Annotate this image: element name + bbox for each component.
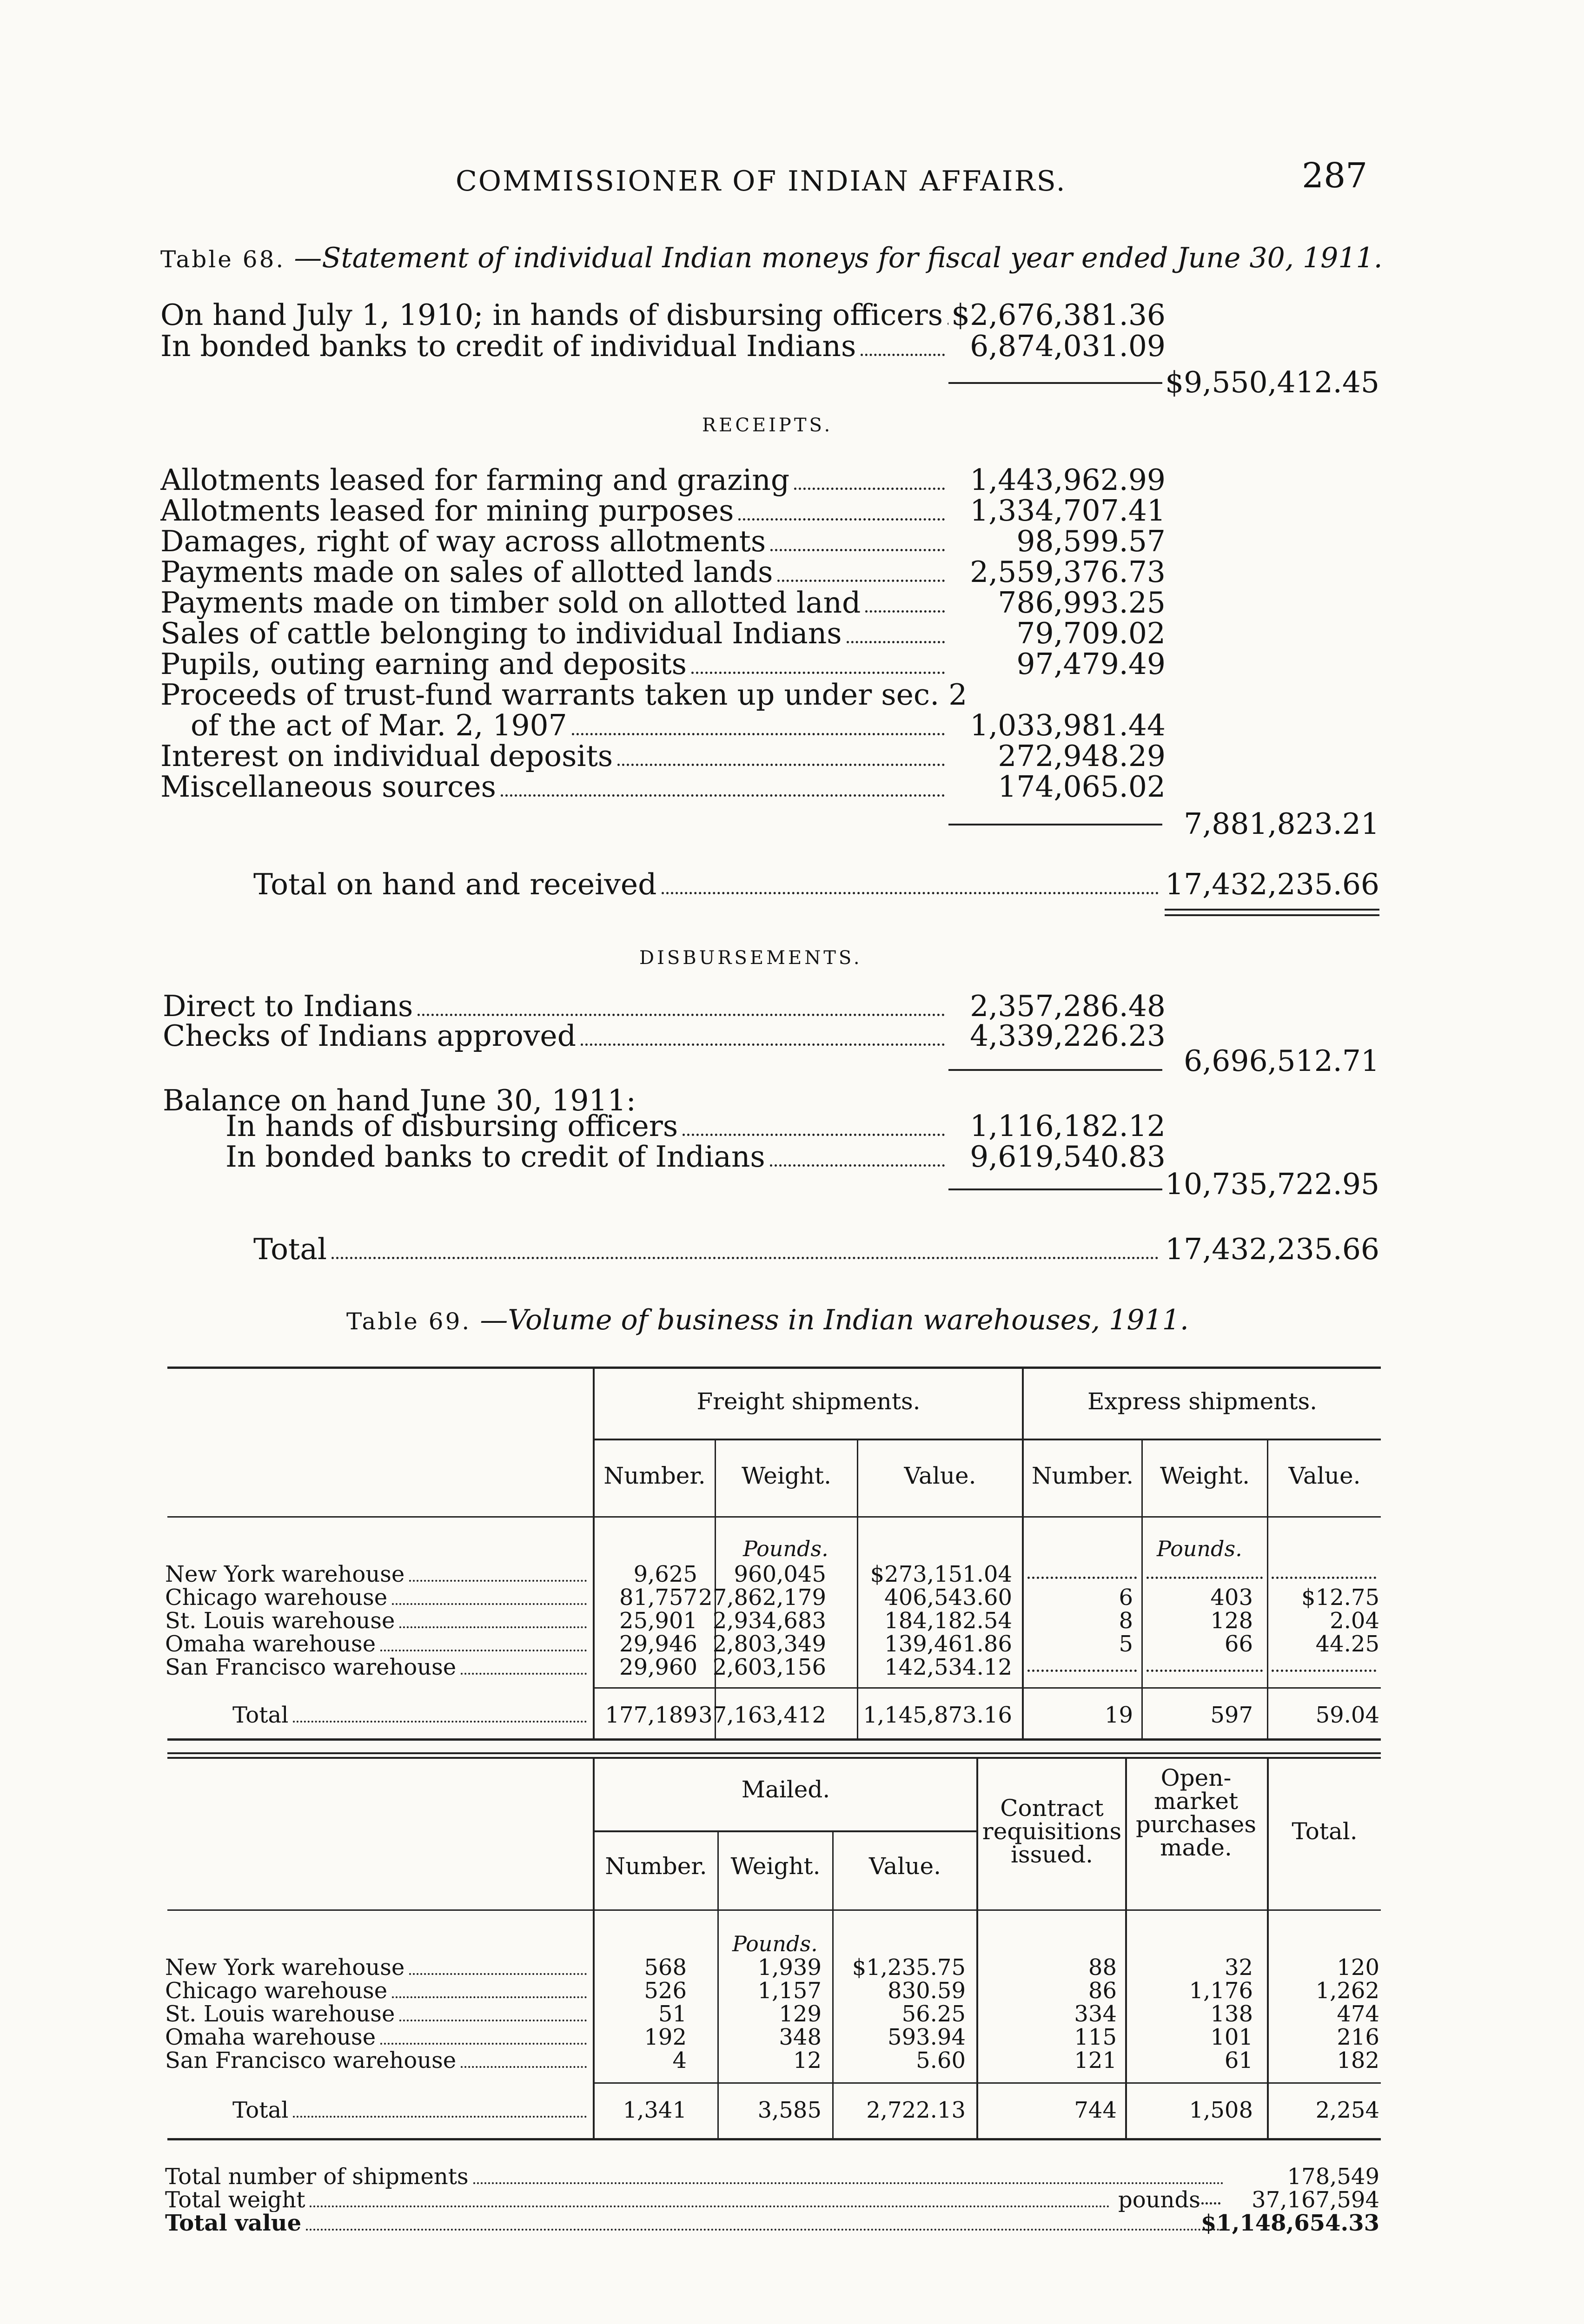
warehouse-name: St. Louis warehouse (165, 1609, 395, 1633)
receipt-item-amount: 272,948.29 (998, 739, 1166, 773)
warehouse-row (165, 1586, 590, 1610)
warehouse-row (165, 1979, 590, 2003)
express-number-cell-total: 19 (1104, 1702, 1133, 1728)
receipt-item-row (160, 772, 948, 803)
freight-pounds-unit: Pounds. (743, 1536, 828, 1561)
disbursements-total: 6,696,512.71 (1184, 1044, 1379, 1078)
receipt-item-amount: 1,443,962.99 (970, 463, 1166, 497)
summary-unit-dots (1197, 2202, 1220, 2205)
empty-cell-dots (1147, 1670, 1263, 1672)
express-weight-cell: 403 (1210, 1585, 1253, 1611)
contract-requisitions-cell-total: 744 (1074, 2097, 1117, 2123)
mailed-value-header: Value. (868, 1853, 941, 1880)
receipt-item-label: Payments made on timber sold on allotted land (160, 588, 861, 619)
total-label: Total (232, 2099, 289, 2122)
freight-value-cell: 139,461.86 (884, 1631, 1012, 1657)
table68-title (160, 242, 1383, 274)
receipt-item-amount: 1,033,981.44 (970, 708, 1166, 742)
receipt-item-amount: 97,479.49 (1016, 647, 1166, 681)
grand-total-amount: 17,432,235.66 (1165, 1232, 1379, 1266)
receipt-item-label: Damages, right of way across allotments (160, 526, 766, 558)
contract-requisitions-cell: 88 (1088, 1954, 1117, 1981)
row-total-cell: 120 (1337, 1954, 1379, 1981)
empty-cell-dots (1027, 1670, 1137, 1672)
row-total-cell-total: 2,254 (1315, 2097, 1379, 2123)
open-market-cell: 138 (1210, 2001, 1253, 2027)
receipt-item-row (160, 618, 948, 650)
express-number-cell: 6 (1119, 1585, 1133, 1611)
mailed-number-cell: 192 (644, 2024, 687, 2050)
disbursement-item-amount: 2,357,286.48 (970, 989, 1166, 1023)
mailed-value-cell: 593.94 (888, 2024, 966, 2050)
contract-requisitions-cell: 86 (1088, 1978, 1117, 2004)
express-number-cell: 5 (1119, 1631, 1133, 1657)
summary-label: Total number of shipments (165, 2165, 469, 2189)
mailed-number-cell: 526 (644, 1978, 687, 2004)
receipts-total: 7,881,823.21 (1184, 807, 1379, 841)
warehouse-row (165, 1656, 590, 1679)
warehouse-name: Omaha warehouse (165, 2026, 376, 2049)
balance-item-label: In bonded banks to credit of Indians (225, 1142, 765, 1173)
express-value-cell-total: 59.04 (1315, 1702, 1379, 1728)
freight-weight-cell: 960,045 (734, 1561, 826, 1587)
on-hand-item-row (160, 300, 948, 331)
freight-weight-cell: 2,934,683 (712, 1608, 826, 1634)
mailed-weight-cell: 129 (779, 2001, 822, 2027)
contract-requisitions-cell: 334 (1074, 2001, 1117, 2027)
warehouse-row (165, 2049, 590, 2073)
freight-number-cell: 25,901 (619, 1608, 697, 1634)
express-value-cell: 2.04 (1330, 1608, 1379, 1634)
disbursement-item-label: Checks of Indians approved (163, 1021, 577, 1052)
receipt-item-label: Allotments leased for farming and grazing (160, 465, 790, 496)
empty-cell-dots (1027, 1577, 1137, 1579)
total-column-header: Total. (1292, 1818, 1358, 1845)
on-hand-total: $9,550,412.45 (1165, 365, 1379, 399)
express-value-header: Value. (1288, 1462, 1361, 1489)
receipt-item-row (160, 557, 948, 588)
receipt-item-amount: 2,559,376.73 (970, 555, 1166, 589)
disbursements-heading: DISBURSEMENTS. (639, 947, 862, 969)
express-weight-cell: 128 (1210, 1608, 1253, 1634)
summary-row (165, 2212, 1227, 2235)
summary-unit: pounds (1118, 2187, 1200, 2213)
warehouse-name: Omaha warehouse (165, 1632, 376, 1656)
summary-row (165, 2165, 1227, 2189)
row-total-cell: 182 (1337, 2047, 1379, 2073)
running-header: COMMISSIONER OF INDIAN AFFAIRS. (456, 165, 1067, 198)
summary-label: Total value (165, 2212, 302, 2235)
empty-cell-dots (1272, 1577, 1376, 1579)
total-on-hand-received-amount: 17,432,235.66 (1165, 867, 1379, 901)
empty-cell-dots (1272, 1670, 1376, 1672)
on-hand-item-amount: 6,874,031.09 (970, 329, 1166, 363)
mailed-weight-cell: 1,157 (757, 1978, 822, 2004)
open-market-cell: 101 (1210, 2024, 1253, 2050)
freight-number-cell: 81,757 (619, 1585, 697, 1611)
open-market-cell: 1,176 (1189, 1978, 1253, 2004)
receipt-item-row (160, 465, 948, 496)
mailed-value-cell: 5.60 (916, 2047, 966, 2073)
receipt-item-label: Sales of cattle belonging to individual Indians (160, 618, 842, 650)
open-market-cell: 61 (1224, 2047, 1253, 2073)
receipt-item-amount: 98,599.57 (1016, 524, 1166, 558)
grand-total-row (253, 1234, 1162, 1266)
warehouse-row (165, 1609, 590, 1633)
receipt-item-row (160, 526, 948, 558)
express-number-header: Number. (1031, 1462, 1134, 1489)
receipt-item-amount: 786,993.25 (998, 586, 1166, 620)
mailed-number-cell: 51 (658, 2001, 687, 2027)
total-label: Total (232, 1703, 289, 1727)
disbursement-item-label: Direct to Indians (163, 991, 413, 1023)
receipt-item-row (160, 649, 948, 680)
receipt-item-label: Allotments leased for mining purposes (160, 495, 734, 527)
row-total-cell: 1,262 (1315, 1978, 1379, 2004)
mailed-value-cell: $1,235.75 (852, 1954, 966, 1981)
freight-number-cell: 29,960 (619, 1654, 697, 1680)
table68-label: Table 68. (160, 246, 285, 273)
receipt-item-row (160, 741, 948, 772)
balance-item-label: In hands of disbursing officers (225, 1111, 678, 1142)
mailed-value-cell-total: 2,722.13 (866, 2097, 966, 2123)
express-value-cell: 44.25 (1315, 1631, 1379, 1657)
freight-number-cell: 29,946 (619, 1631, 697, 1657)
express-weight-cell: 66 (1224, 1631, 1253, 1657)
on-hand-item-row (160, 331, 948, 363)
mailed-weight-cell: 348 (779, 2024, 822, 2050)
summary-amount: $1,148,654.33 (1200, 2210, 1379, 2236)
on-hand-item-amount: $2,676,381.36 (951, 298, 1166, 332)
contract-requisitions-cell: 121 (1074, 2047, 1117, 2073)
receipt-item-label: of the act of Mar. 2, 1907 (191, 710, 567, 742)
freight-number-header: Number. (603, 1462, 706, 1489)
balance-item-row (225, 1142, 948, 1173)
freight-value-cell: 406,543.60 (884, 1585, 1012, 1611)
freight-number-cell-total: 177,189 (605, 1702, 697, 1728)
receipt-item-label: Miscellaneous sources (160, 772, 496, 803)
on-hand-item-label: On hand July 1, 1910; in hands of disbursing officers (160, 300, 943, 331)
mailed-number-header: Number. (605, 1853, 707, 1880)
contract-requisitions-cell: 115 (1074, 2024, 1117, 2050)
table69-title (346, 1304, 1189, 1336)
warehouse-name: Chicago warehouse (165, 1979, 388, 2003)
receipt-item-label: Pupils, outing earning and deposits (160, 649, 687, 680)
freight-value-cell-total: 1,145,873.16 (863, 1702, 1012, 1728)
summary-row (165, 2188, 1113, 2212)
express-weight-cell-total: 597 (1210, 1702, 1253, 1728)
warehouse-row (165, 2026, 590, 2049)
balance-item-amount: 9,619,540.83 (970, 1140, 1166, 1174)
freight-value-header: Value. (904, 1462, 976, 1489)
warehouse-name: Chicago warehouse (165, 1586, 388, 1610)
receipt-item-row (160, 495, 948, 527)
total-row (232, 1703, 590, 1727)
freight-shipments-header: Freight shipments. (696, 1388, 921, 1415)
freight-value-cell: 184,182.54 (884, 1608, 1012, 1634)
receipt-item-amount: 174,065.02 (998, 770, 1166, 804)
balance-heading: Balance on hand June 30, 1911: (163, 1083, 636, 1117)
express-shipments-header: Express shipments. (1087, 1388, 1318, 1415)
table69-label: Table 69. (346, 1308, 471, 1335)
express-value-cell: $12.75 (1301, 1585, 1379, 1611)
receipt-item-label: Payments made on sales of allotted lands (160, 557, 773, 588)
total-row (232, 2099, 590, 2122)
summary-amount: 37,167,594 (1252, 2187, 1379, 2213)
total-on-hand-received-label: Total on hand and received (253, 869, 657, 901)
balance-item-amount: 1,116,182.12 (970, 1109, 1166, 1143)
row-total-cell: 216 (1337, 2024, 1379, 2050)
freight-value-cell: 142,534.12 (884, 1654, 1012, 1680)
grand-total-label: Total (253, 1234, 327, 1266)
open-market-cell: 32 (1224, 1954, 1253, 1981)
receipt-item-amount: 1,334,707.41 (970, 494, 1166, 528)
receipt-item-row (191, 710, 948, 742)
page-number: 287 (1302, 156, 1368, 196)
open-market-purchases-header: Open-market purchases made. (1135, 1764, 1257, 1861)
empty-cell-dots (1147, 1577, 1263, 1579)
mailed-number-cell: 568 (644, 1954, 687, 1981)
express-weight-header: Weight. (1160, 1462, 1250, 1489)
receipts-heading: RECEIPTS. (702, 415, 833, 436)
mailed-number-cell: 4 (672, 2047, 687, 2073)
contract-requisitions-header: Contract requisitions issued. (982, 1795, 1122, 1868)
mailed-number-cell-total: 1,341 (623, 2097, 687, 2123)
disbursement-item-row (163, 991, 948, 1023)
express-number-cell: 8 (1119, 1608, 1133, 1634)
mailed-weight-header: Weight. (730, 1853, 821, 1880)
on-hand-item-label: In bonded banks to credit of individual Indians (160, 331, 856, 363)
warehouse-row (165, 1563, 590, 1586)
balance-total: 10,735,722.95 (1165, 1167, 1379, 1201)
mailed-value-cell: 830.59 (888, 1978, 966, 2004)
balance-item-row (225, 1111, 948, 1142)
mailed-value-cell: 56.25 (901, 2001, 966, 2027)
warehouse-name: San Francisco warehouse (165, 1656, 457, 1679)
receipt-item-amount: 79,709.02 (1016, 616, 1166, 650)
freight-weight-cell: 2,803,349 (712, 1631, 826, 1657)
summary-label: Total weight (165, 2188, 305, 2212)
freight-weight-cell: 27,862,179 (698, 1585, 826, 1611)
mailed-weight-cell-total: 3,585 (757, 2097, 822, 2123)
freight-weight-cell-total: 37,163,412 (698, 1702, 826, 1728)
warehouse-name: San Francisco warehouse (165, 2049, 457, 2073)
freight-weight-header: Weight. (741, 1462, 832, 1489)
total-on-hand-received-row (253, 869, 1162, 901)
freight-value-cell: $273,151.04 (870, 1561, 1012, 1587)
freight-weight-cell: 2,603,156 (712, 1654, 826, 1680)
warehouse-name: St. Louis warehouse (165, 2002, 395, 2026)
table69-caption: —Volume of business in Indian warehouses, 1911. (480, 1304, 1189, 1336)
express-pounds-unit: Pounds. (1157, 1536, 1242, 1561)
disbursement-item-amount: 4,339,226.23 (970, 1019, 1166, 1053)
warehouse-row (165, 2002, 590, 2026)
disbursement-item-row (163, 1021, 948, 1052)
summary-amount: 178,549 (1287, 2164, 1379, 2190)
warehouse-row (165, 1632, 590, 1656)
receipt-item-row (160, 588, 948, 619)
mailed-pounds-unit: Pounds. (732, 1931, 818, 1956)
freight-number-cell: 9,625 (633, 1561, 697, 1587)
warehouse-name: New York warehouse (165, 1563, 405, 1586)
table68-caption: —Statement of individual Indian moneys for fiscal year ended June 30, 1911. (294, 242, 1383, 274)
warehouse-row (165, 1956, 590, 1980)
open-market-cell-total: 1,508 (1189, 2097, 1253, 2123)
mailed-header: Mailed. (741, 1776, 830, 1803)
mailed-weight-cell: 1,939 (757, 1954, 822, 1981)
receipt-item-label: Proceeds of trust-fund warrants taken up under sec. 2 (160, 678, 968, 712)
receipt-item-label: Interest on individual deposits (160, 741, 613, 772)
warehouse-name: New York warehouse (165, 1956, 405, 1980)
row-total-cell: 474 (1337, 2001, 1379, 2027)
mailed-weight-cell: 12 (793, 2047, 822, 2073)
